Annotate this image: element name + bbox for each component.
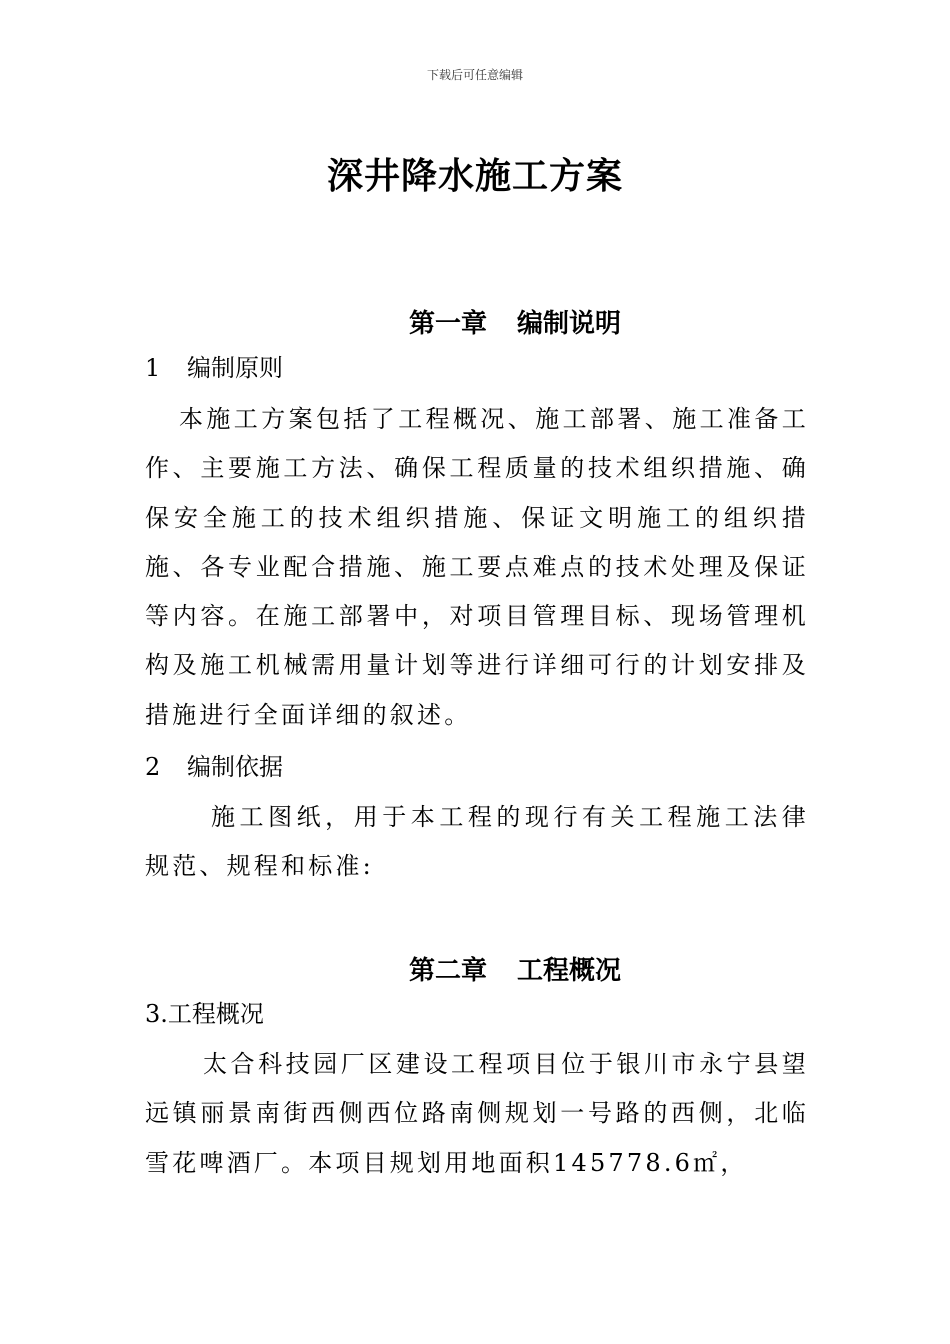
section-1-name: 编制原则: [187, 354, 283, 382]
paragraph-overview: 太合科技园厂区建设工程项目位于银川市永宁县望远镇丽景南街西侧西位路南侧规划一号路的西侧，北临雪花啤酒厂。本项目规划用地面积145778.6㎡，: [145, 1050, 809, 1177]
chapter-2-heading: [0, 950, 950, 987]
section-2-name: 编制依据: [187, 753, 283, 781]
section-1-heading: [145, 352, 283, 384]
document-title: 深井降水施工方案: [326, 155, 623, 197]
chapter-2-name: 工程概况: [517, 956, 622, 986]
section-2-number: 2: [145, 753, 161, 781]
chapter-1-label: 第一章: [408, 309, 487, 339]
section-2-heading: [145, 751, 283, 783]
chapter-2-label: 第二章: [408, 956, 487, 986]
section-1-number: 1: [145, 354, 161, 382]
paragraph-principles: 本施工方案包括了工程概况、施工部署、施工准备工作、主要施工方法、确保工程质量的技术组织措施、确保安全施工的技术组织措施、保证文明施工的组织措施、各专业配合措施、施工要点难点的技术处理及保证等内容。在施工部署中，对项目管理目标、现场管理机构及施工机械需用量计划等进行详细可行的计划安排及措施进行全面详细的叙述。: [145, 405, 809, 729]
paragraph-basis: 施工图纸，用于本工程的现行有关工程施工法律规范、规程和标准:: [145, 803, 809, 881]
chapter-1-heading: [0, 303, 950, 340]
chapter-1-name: 编制说明: [517, 309, 622, 339]
section-3-heading: 3.工程概况: [145, 1000, 264, 1028]
page-header-note: 下载后可任意编辑: [426, 68, 523, 82]
